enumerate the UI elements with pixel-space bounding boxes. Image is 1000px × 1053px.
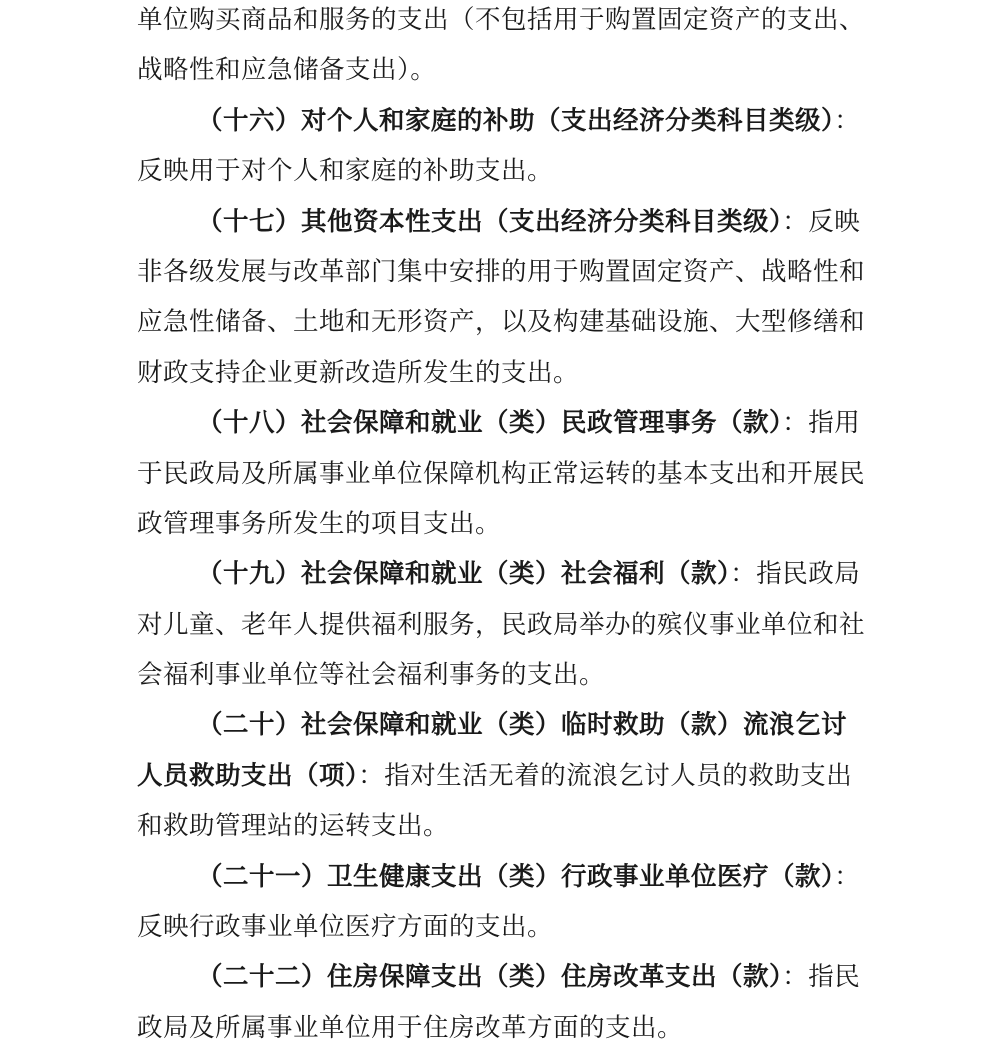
section-19-heading: （十九）社会保障和就业（类）社会福利（款） bbox=[197, 559, 731, 590]
section-22-heading-line bbox=[137, 952, 877, 1002]
section-21-heading-tail: ： bbox=[834, 861, 861, 892]
section-21-heading: （二十一）卫生健康支出（类）行政事业单位医疗（款） bbox=[197, 861, 835, 892]
section-18-line-2: 政管理事务所发生的项目支出。 bbox=[137, 508, 502, 539]
section-18-heading: （十八）社会保障和就业（类）民政管理事务（款） bbox=[197, 408, 783, 439]
section-20-heading-line-2-tail: ：指对生活无着的流浪乞讨人员的救助支出 bbox=[358, 760, 853, 791]
section-20-heading-continued: 人员救助支出（项） bbox=[137, 760, 359, 791]
section-21-heading-line bbox=[137, 852, 877, 902]
section-19-line-2: 会福利事业单位等社会福利事务的支出。 bbox=[137, 660, 606, 691]
section-16-line-1: 反映用于对个人和家庭的补助支出。 bbox=[137, 156, 554, 187]
section-16-heading-tail: ： bbox=[834, 105, 861, 136]
section-19-line-1: 对儿童、老年人提供福利服务，民政局举办的殡仪事业单位和社 bbox=[137, 609, 866, 640]
section-17-line-3: 财政支持企业更新改造所发生的支出。 bbox=[137, 357, 580, 388]
section-17-heading-tail: ：反映 bbox=[782, 206, 861, 237]
section-18-line-1: 于民政局及所属事业单位保障机构正常运转的基本支出和开展民 bbox=[137, 458, 866, 489]
section-17-line-1: 非各级发展与改革部门集中安排的用于购置固定资产、战略性和 bbox=[137, 256, 866, 287]
section-17-heading-line bbox=[137, 197, 877, 247]
section-22-line-1: 政局及所属事业单位用于住房改革方面的支出。 bbox=[137, 1012, 684, 1043]
section-20-heading-line bbox=[137, 700, 877, 750]
section-20-line-1: 和救助管理站的运转支出。 bbox=[137, 811, 450, 842]
section-19-heading-line bbox=[137, 549, 877, 599]
section-17-line-2: 应急性储备、土地和无形资产，以及构建基础设施、大型修缮和 bbox=[137, 307, 866, 338]
section-20-heading: （二十）社会保障和就业（类）临时救助（款）流浪乞讨 bbox=[197, 710, 848, 741]
section-17-heading: （十七）其他资本性支出（支出经济分类科目类级） bbox=[197, 206, 783, 237]
section-18-heading-line bbox=[137, 398, 877, 448]
section-18-heading-tail: ：指用 bbox=[782, 408, 861, 439]
section-22-heading-tail: ：指民 bbox=[782, 962, 861, 993]
section-20-heading-line-2 bbox=[137, 751, 877, 801]
section-16-heading-line bbox=[137, 96, 877, 146]
continuation-line-2: 战略性和应急储备支出）。 bbox=[137, 55, 437, 86]
continuation-line-1: 单位购买商品和服务的支出（不包括用于购置固定资产的支出、 bbox=[137, 5, 866, 35]
document-body bbox=[137, 0, 877, 1053]
section-22-heading: （二十二）住房保障支出（类）住房改革支出（款） bbox=[197, 962, 783, 993]
section-21-line-1: 反映行政事业单位医疗方面的支出。 bbox=[137, 912, 554, 943]
section-19-heading-tail: ：指民政局 bbox=[730, 559, 861, 590]
section-16-heading: （十六）对个人和家庭的补助（支出经济分类科目类级） bbox=[197, 105, 835, 136]
